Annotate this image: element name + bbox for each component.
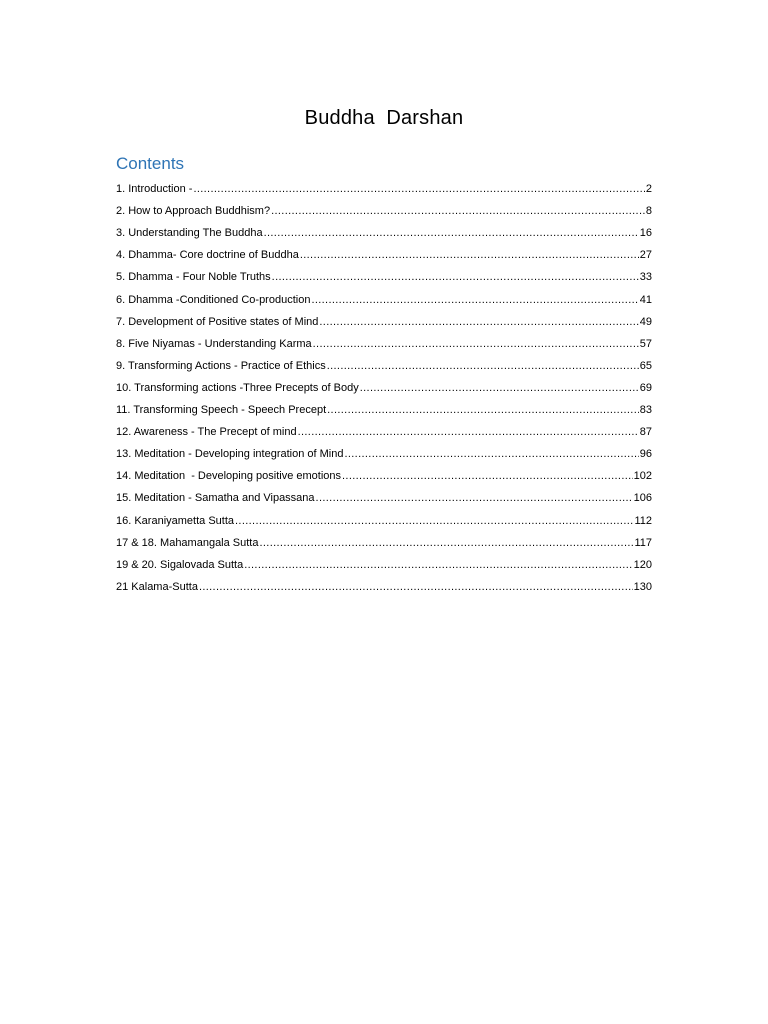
toc-dot-leader bbox=[342, 469, 633, 483]
toc-entry-precept-of-mind[interactable] bbox=[116, 417, 652, 439]
toc-dot-leader bbox=[264, 226, 639, 240]
toc-entry-title: 13. Meditation - Developing integration of Mind bbox=[116, 448, 344, 461]
toc-dot-leader bbox=[193, 182, 644, 196]
toc-entry-mahamangala-sutta[interactable] bbox=[116, 528, 652, 550]
toc-dot-leader bbox=[360, 381, 639, 395]
toc-entry-page-number: 57 bbox=[639, 337, 652, 350]
toc-entry-page-number: 87 bbox=[639, 426, 652, 439]
toc-entry-four-noble-truths[interactable] bbox=[116, 262, 652, 284]
toc-dot-leader bbox=[316, 491, 633, 505]
toc-entry-page-number: 27 bbox=[639, 249, 652, 262]
toc-entry-speech-precept[interactable] bbox=[116, 395, 652, 417]
toc-entry-title: 7. Development of Positive states of Mind bbox=[116, 315, 319, 328]
toc-entry-title: 17 & 18. Mahamangala Sutta bbox=[116, 536, 259, 549]
toc-dot-leader bbox=[235, 514, 633, 528]
toc-entry-introduction[interactable] bbox=[116, 174, 652, 196]
toc-entry-title: 11. Transforming Speech - Speech Precept bbox=[116, 404, 327, 417]
toc-entry-title: 6. Dhamma -Conditioned Co-production bbox=[116, 293, 311, 306]
toc-entry-page-number: 112 bbox=[634, 514, 652, 527]
toc-entry-title: 1. Introduction - bbox=[116, 183, 193, 196]
toc-dot-leader bbox=[199, 580, 633, 594]
toc-entry-three-precepts-of-body[interactable] bbox=[116, 373, 652, 395]
toc-entry-page-number: 102 bbox=[633, 470, 652, 483]
toc-entry-title: 10. Transforming actions -Three Precepts of Body bbox=[116, 381, 359, 394]
toc-entry-title: 21 Kalama-Sutta bbox=[116, 580, 198, 593]
toc-entry-sigalovada-sutta[interactable] bbox=[116, 550, 652, 572]
toc-entry-samatha-and-vipassana[interactable] bbox=[116, 483, 652, 505]
toc-entry-title: 4. Dhamma- Core doctrine of Buddha bbox=[116, 249, 299, 262]
toc-entry-positive-states-of-mind[interactable] bbox=[116, 307, 652, 329]
toc-entry-page-number: 117 bbox=[634, 536, 652, 549]
toc-dot-leader bbox=[272, 270, 639, 284]
toc-entry-kalama-sutta[interactable] bbox=[116, 572, 652, 594]
toc-entry-karaniyametta-sutta[interactable] bbox=[116, 505, 652, 527]
toc-dot-leader bbox=[259, 536, 633, 550]
toc-entry-page-number: 33 bbox=[639, 271, 652, 284]
toc-entry-title: 15. Meditation - Samatha and Vipassana bbox=[116, 492, 315, 505]
toc-dot-leader bbox=[344, 447, 638, 461]
toc-dot-leader bbox=[271, 204, 645, 218]
toc-entry-page-number: 8 bbox=[645, 205, 652, 218]
toc-entry-page-number: 83 bbox=[639, 404, 652, 417]
toc-dot-leader bbox=[319, 315, 638, 329]
toc-entry-page-number: 41 bbox=[639, 293, 652, 306]
toc-entry-title: 5. Dhamma - Four Noble Truths bbox=[116, 271, 271, 284]
document-title: Buddha Darshan bbox=[304, 107, 464, 129]
toc-dot-leader bbox=[311, 293, 638, 307]
toc-entry-title: 19 & 20. Sigalovada Sutta bbox=[116, 558, 244, 571]
toc-entry-title: 8. Five Niyamas - Understanding Karma bbox=[116, 337, 312, 350]
toc-entry-positive-emotions[interactable] bbox=[116, 461, 652, 483]
toc-entry-practice-of-ethics[interactable] bbox=[116, 351, 652, 373]
toc-entry-page-number: 65 bbox=[639, 359, 652, 372]
toc-entry-page-number: 16 bbox=[639, 227, 652, 240]
toc-entry-conditioned-co-production[interactable] bbox=[116, 284, 652, 306]
toc-dot-leader bbox=[327, 403, 639, 417]
toc-entry-page-number: 130 bbox=[633, 580, 652, 593]
toc-entry-title: 3. Understanding The Buddha bbox=[116, 227, 263, 240]
toc-entry-understanding-the-buddha[interactable] bbox=[116, 218, 652, 240]
toc-entry-title: 12. Awareness - The Precept of mind bbox=[116, 426, 297, 439]
toc-entry-page-number: 96 bbox=[639, 448, 652, 461]
toc-entry-dhamma-core-doctrine[interactable] bbox=[116, 240, 652, 262]
toc-entry-title: 14. Meditation - Developing positive emotions bbox=[116, 470, 342, 483]
toc-entry-page-number: 106 bbox=[633, 492, 652, 505]
toc-dot-leader bbox=[327, 359, 639, 373]
toc-entry-page-number: 2 bbox=[645, 183, 652, 196]
toc-dot-leader bbox=[300, 248, 639, 262]
toc-entry-title: 16. Karaniyametta Sutta bbox=[116, 514, 235, 527]
toc-dot-leader bbox=[244, 558, 632, 572]
toc-dot-leader bbox=[313, 337, 639, 351]
toc-dot-leader bbox=[298, 425, 639, 439]
toc-entry-title: 9. Transforming Actions - Practice of Ethics bbox=[116, 359, 326, 372]
toc-entry-how-to-approach-buddhism[interactable] bbox=[116, 196, 652, 218]
toc-entry-title: 2. How to Approach Buddhism? bbox=[116, 205, 271, 218]
contents-heading: Contents bbox=[116, 154, 185, 173]
toc-entry-page-number: 120 bbox=[633, 558, 652, 571]
toc-entry-integration-of-mind[interactable] bbox=[116, 439, 652, 461]
toc-entry-page-number: 69 bbox=[639, 381, 652, 394]
toc-entry-five-niyamas[interactable] bbox=[116, 329, 652, 351]
toc-entry-page-number: 49 bbox=[639, 315, 652, 328]
table-of-contents bbox=[116, 174, 652, 594]
